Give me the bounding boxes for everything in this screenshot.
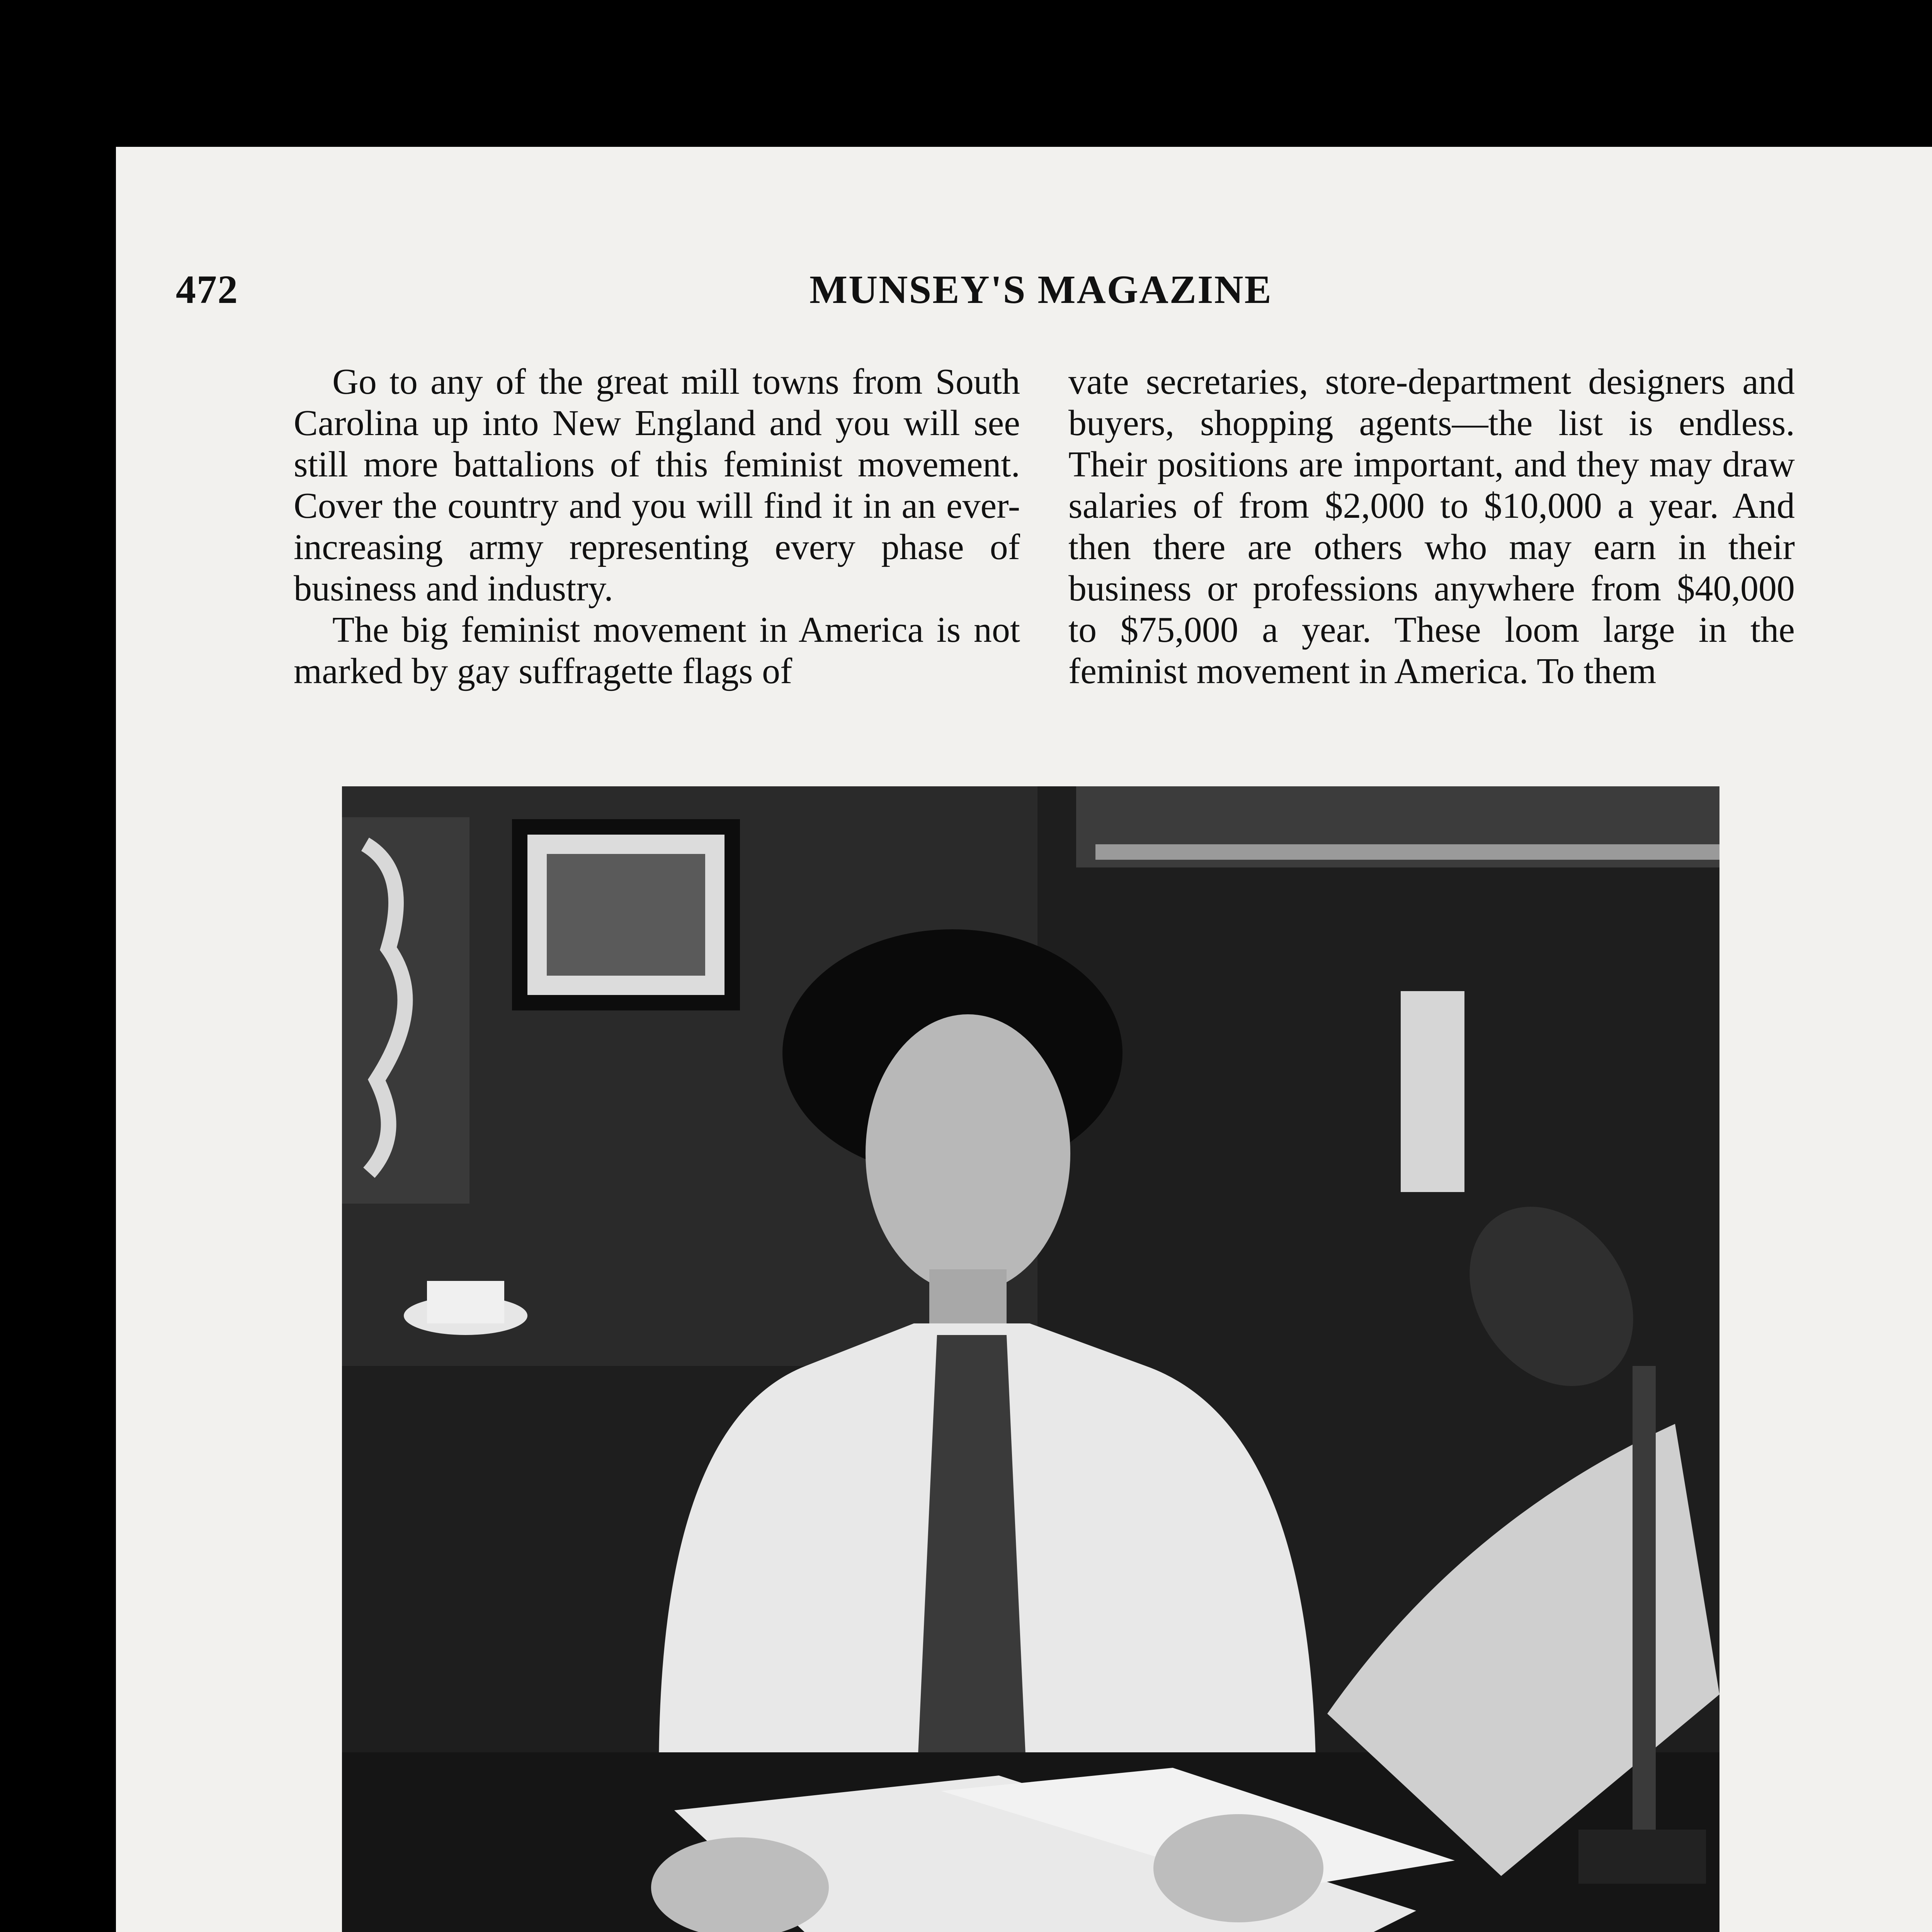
paragraph: Go to any of the great mill towns from South Carolina up into New England and you will see still more battalions of this feminist movement. Cover the country and you will find it in an ever-increasing army representing every phase of business and industry. [294, 362, 1020, 609]
running-head: MUNSEY'S MAGAZINE [810, 267, 1272, 312]
portrait-photograph [342, 786, 1719, 1932]
paragraph: vate secretaries, store-department designers and buyers, shopping agents—the list is endless. Their positions are important, and they may draw salaries of from $2,000 to $10,000 a year. And then there are others who may earn in their business or professions anywhere from $40,000 to $75,000 a year. These loom large in the feminist movement in America. To them [1068, 362, 1795, 691]
column-top-right [1068, 361, 1795, 692]
page-number: 472 [176, 267, 238, 312]
page-header [176, 267, 1799, 321]
column-top-left [294, 361, 1020, 692]
paragraph: The big feminist movement in America is not marked by gay suffragette flags of [294, 610, 1020, 691]
photo-illustration [342, 786, 1719, 1932]
